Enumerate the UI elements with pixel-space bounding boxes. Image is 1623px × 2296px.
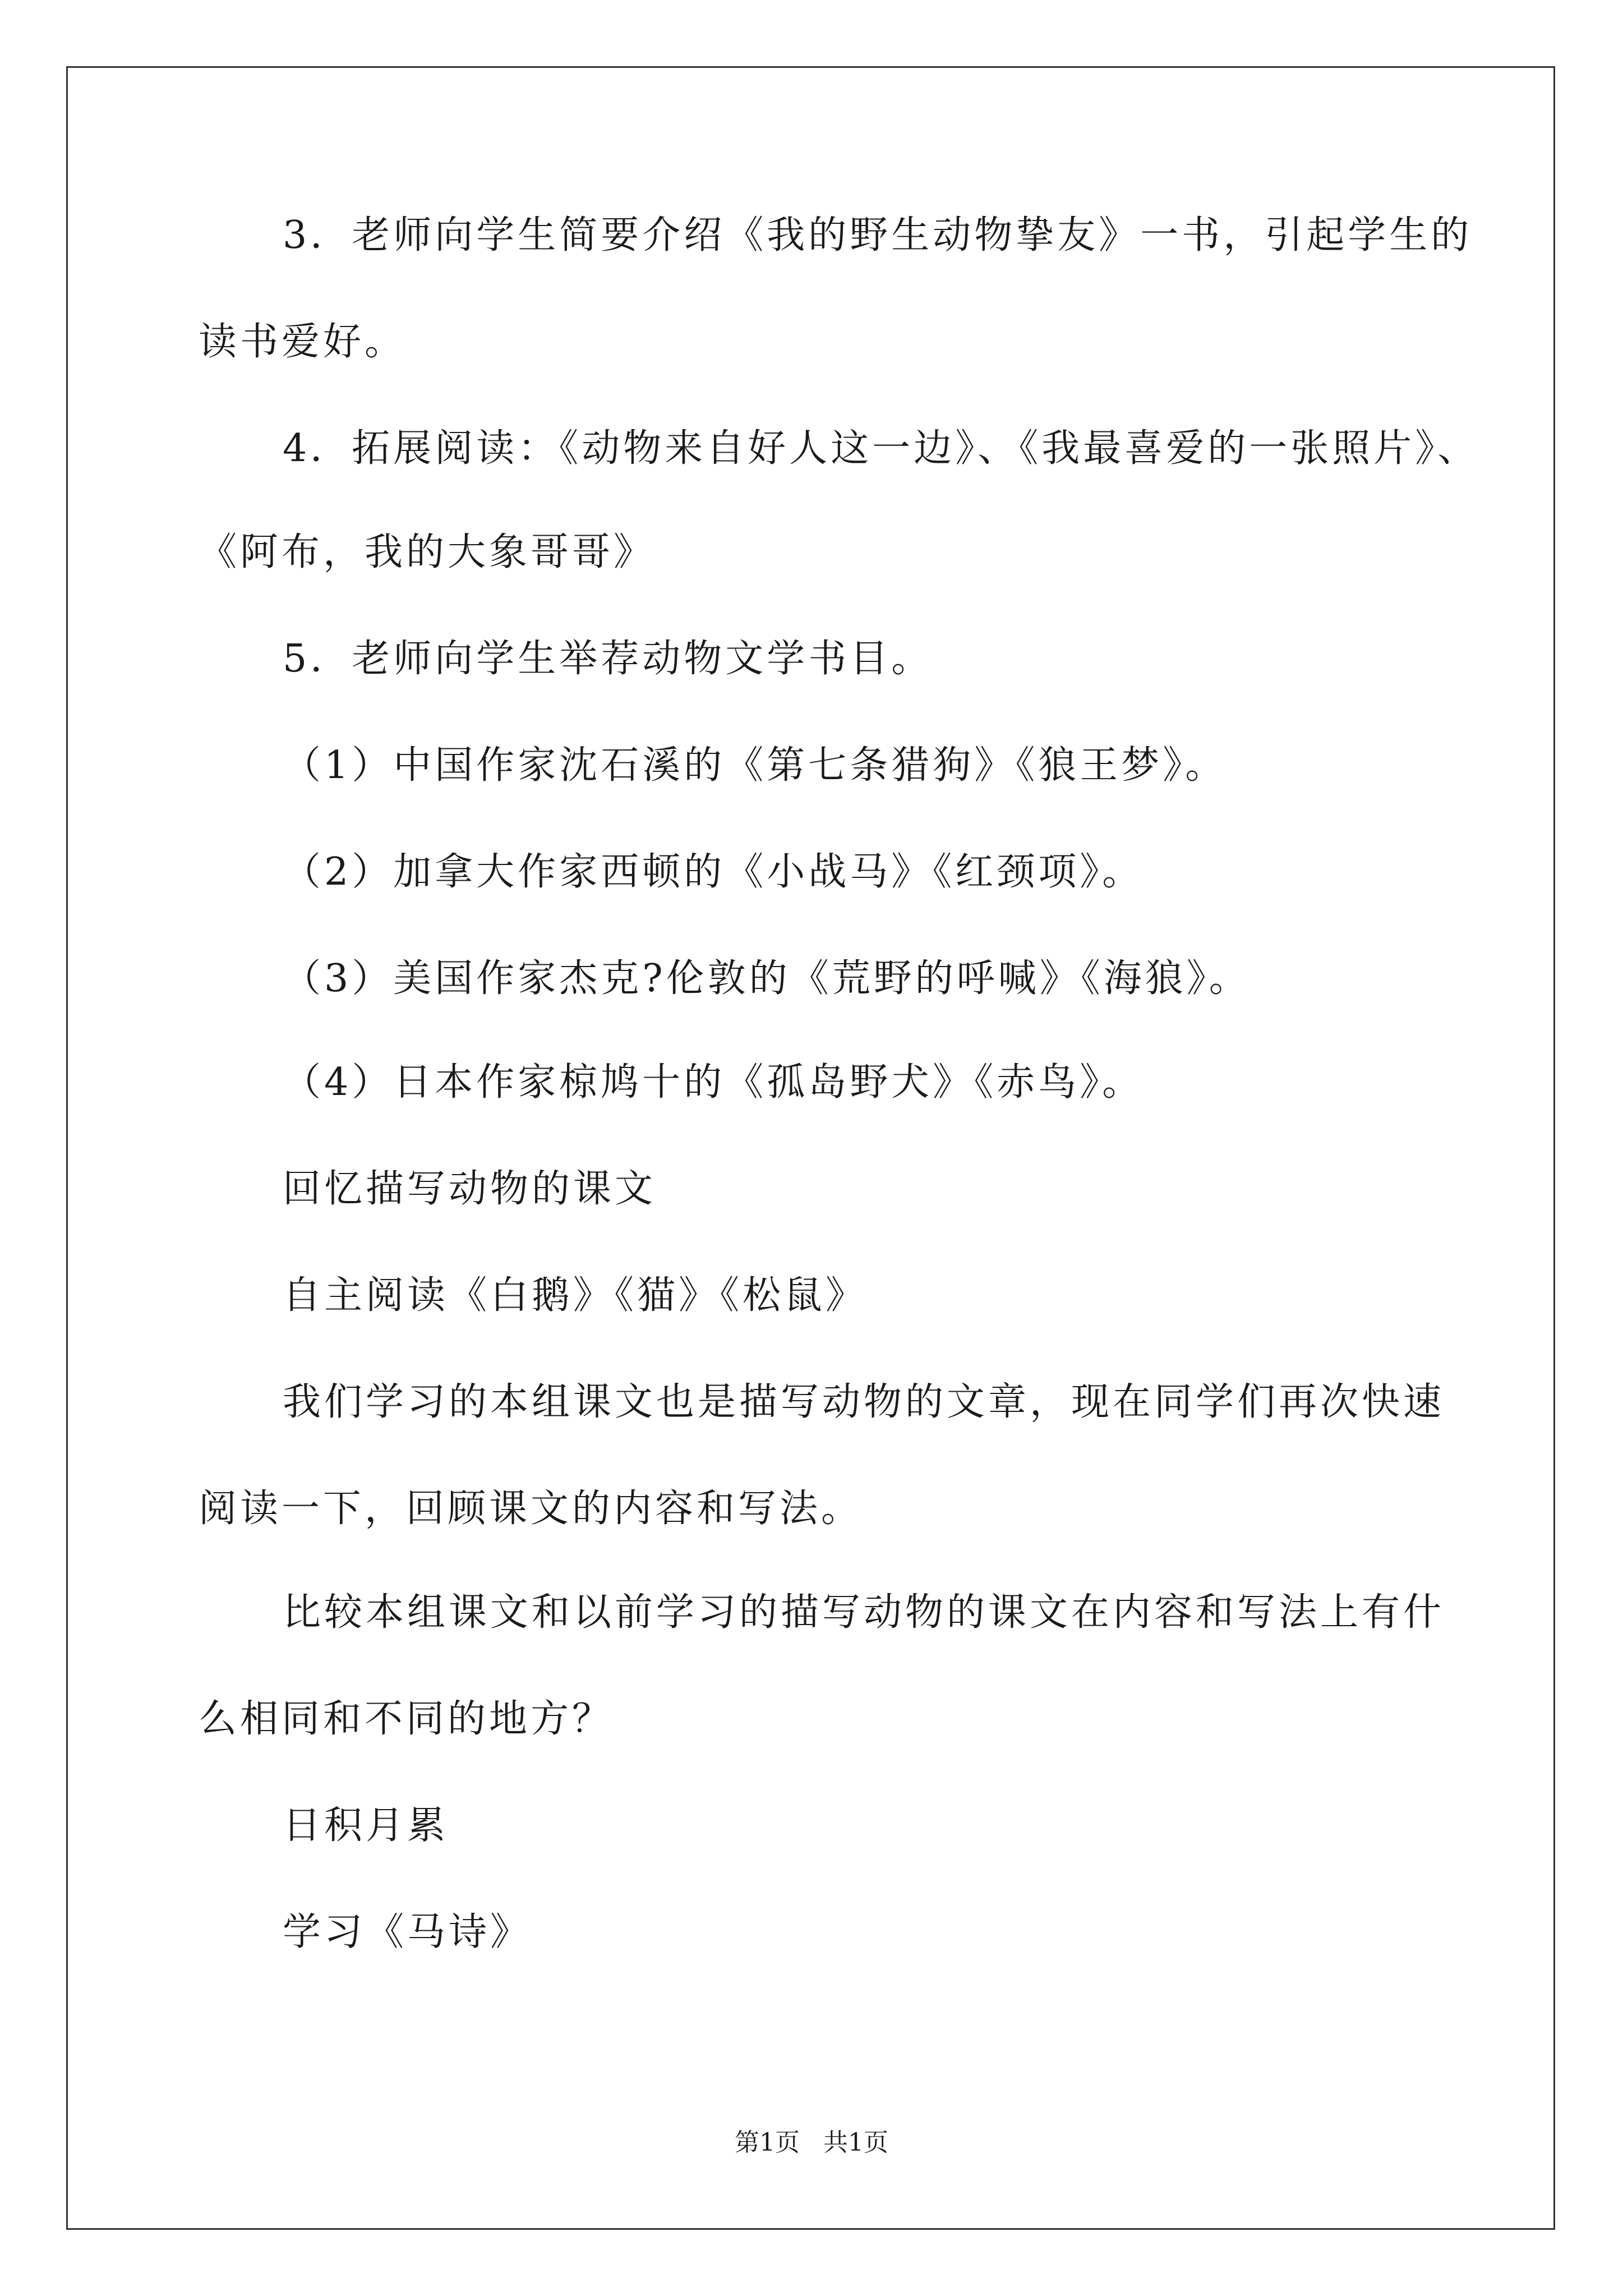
paragraph-line: （2）加拿大作家西顿的《小战马》《红颈项》。 — [283, 850, 1144, 894]
paragraph-line: 自主阅读《白鹅》《猫》《松鼠》 — [283, 1273, 868, 1318]
paragraph-line: 读书爱好。 — [199, 320, 407, 364]
paragraph-line: 比较本组课文和以前学习的描写动物的课文在内容和写法上有什 — [283, 1590, 1445, 1635]
paragraph-line: 回忆描写动物的课文 — [283, 1167, 657, 1211]
paragraph-line: （3）美国作家杰克?伦敦的《荒野的呼喊》《海狼》。 — [283, 956, 1251, 1001]
paragraph-line: 么相同和不同的地方？ — [199, 1697, 614, 1741]
paragraph-line: 5．老师向学生举荐动物文学书目。 — [283, 637, 933, 681]
paragraph-line: 学习《马诗》 — [283, 1910, 532, 1954]
paragraph-line: 4．拓展阅读：《动物来自好人这一边》、《我最喜爱的一张照片》、 — [283, 426, 1479, 471]
paragraph-line: 3．老师向学生简要介绍《我的野生动物挚友》一书，引起学生的 — [283, 213, 1473, 257]
paragraph-line: 日积月累 — [283, 1803, 449, 1848]
page-frame — [66, 66, 1555, 2230]
page-number-total: 共1页 — [823, 2128, 888, 2157]
paragraph-line: （1）中国作家沈石溪的《第七条猎狗》《狼王梦》。 — [283, 743, 1227, 788]
paragraph-line: 我们学习的本组课文也是描写动物的文章，现在同学们再次快速 — [283, 1380, 1445, 1424]
paragraph-line: （4）日本作家椋鸠十的《孤岛野犬》《赤鸟》。 — [283, 1060, 1144, 1105]
page-number-current: 第1页 — [735, 2128, 800, 2157]
page-footer — [0, 2127, 1623, 2159]
paragraph-line: 《阿布，我的大象哥哥》 — [199, 530, 656, 574]
paragraph-line: 阅读一下，回顾课文的内容和写法。 — [199, 1487, 863, 1531]
